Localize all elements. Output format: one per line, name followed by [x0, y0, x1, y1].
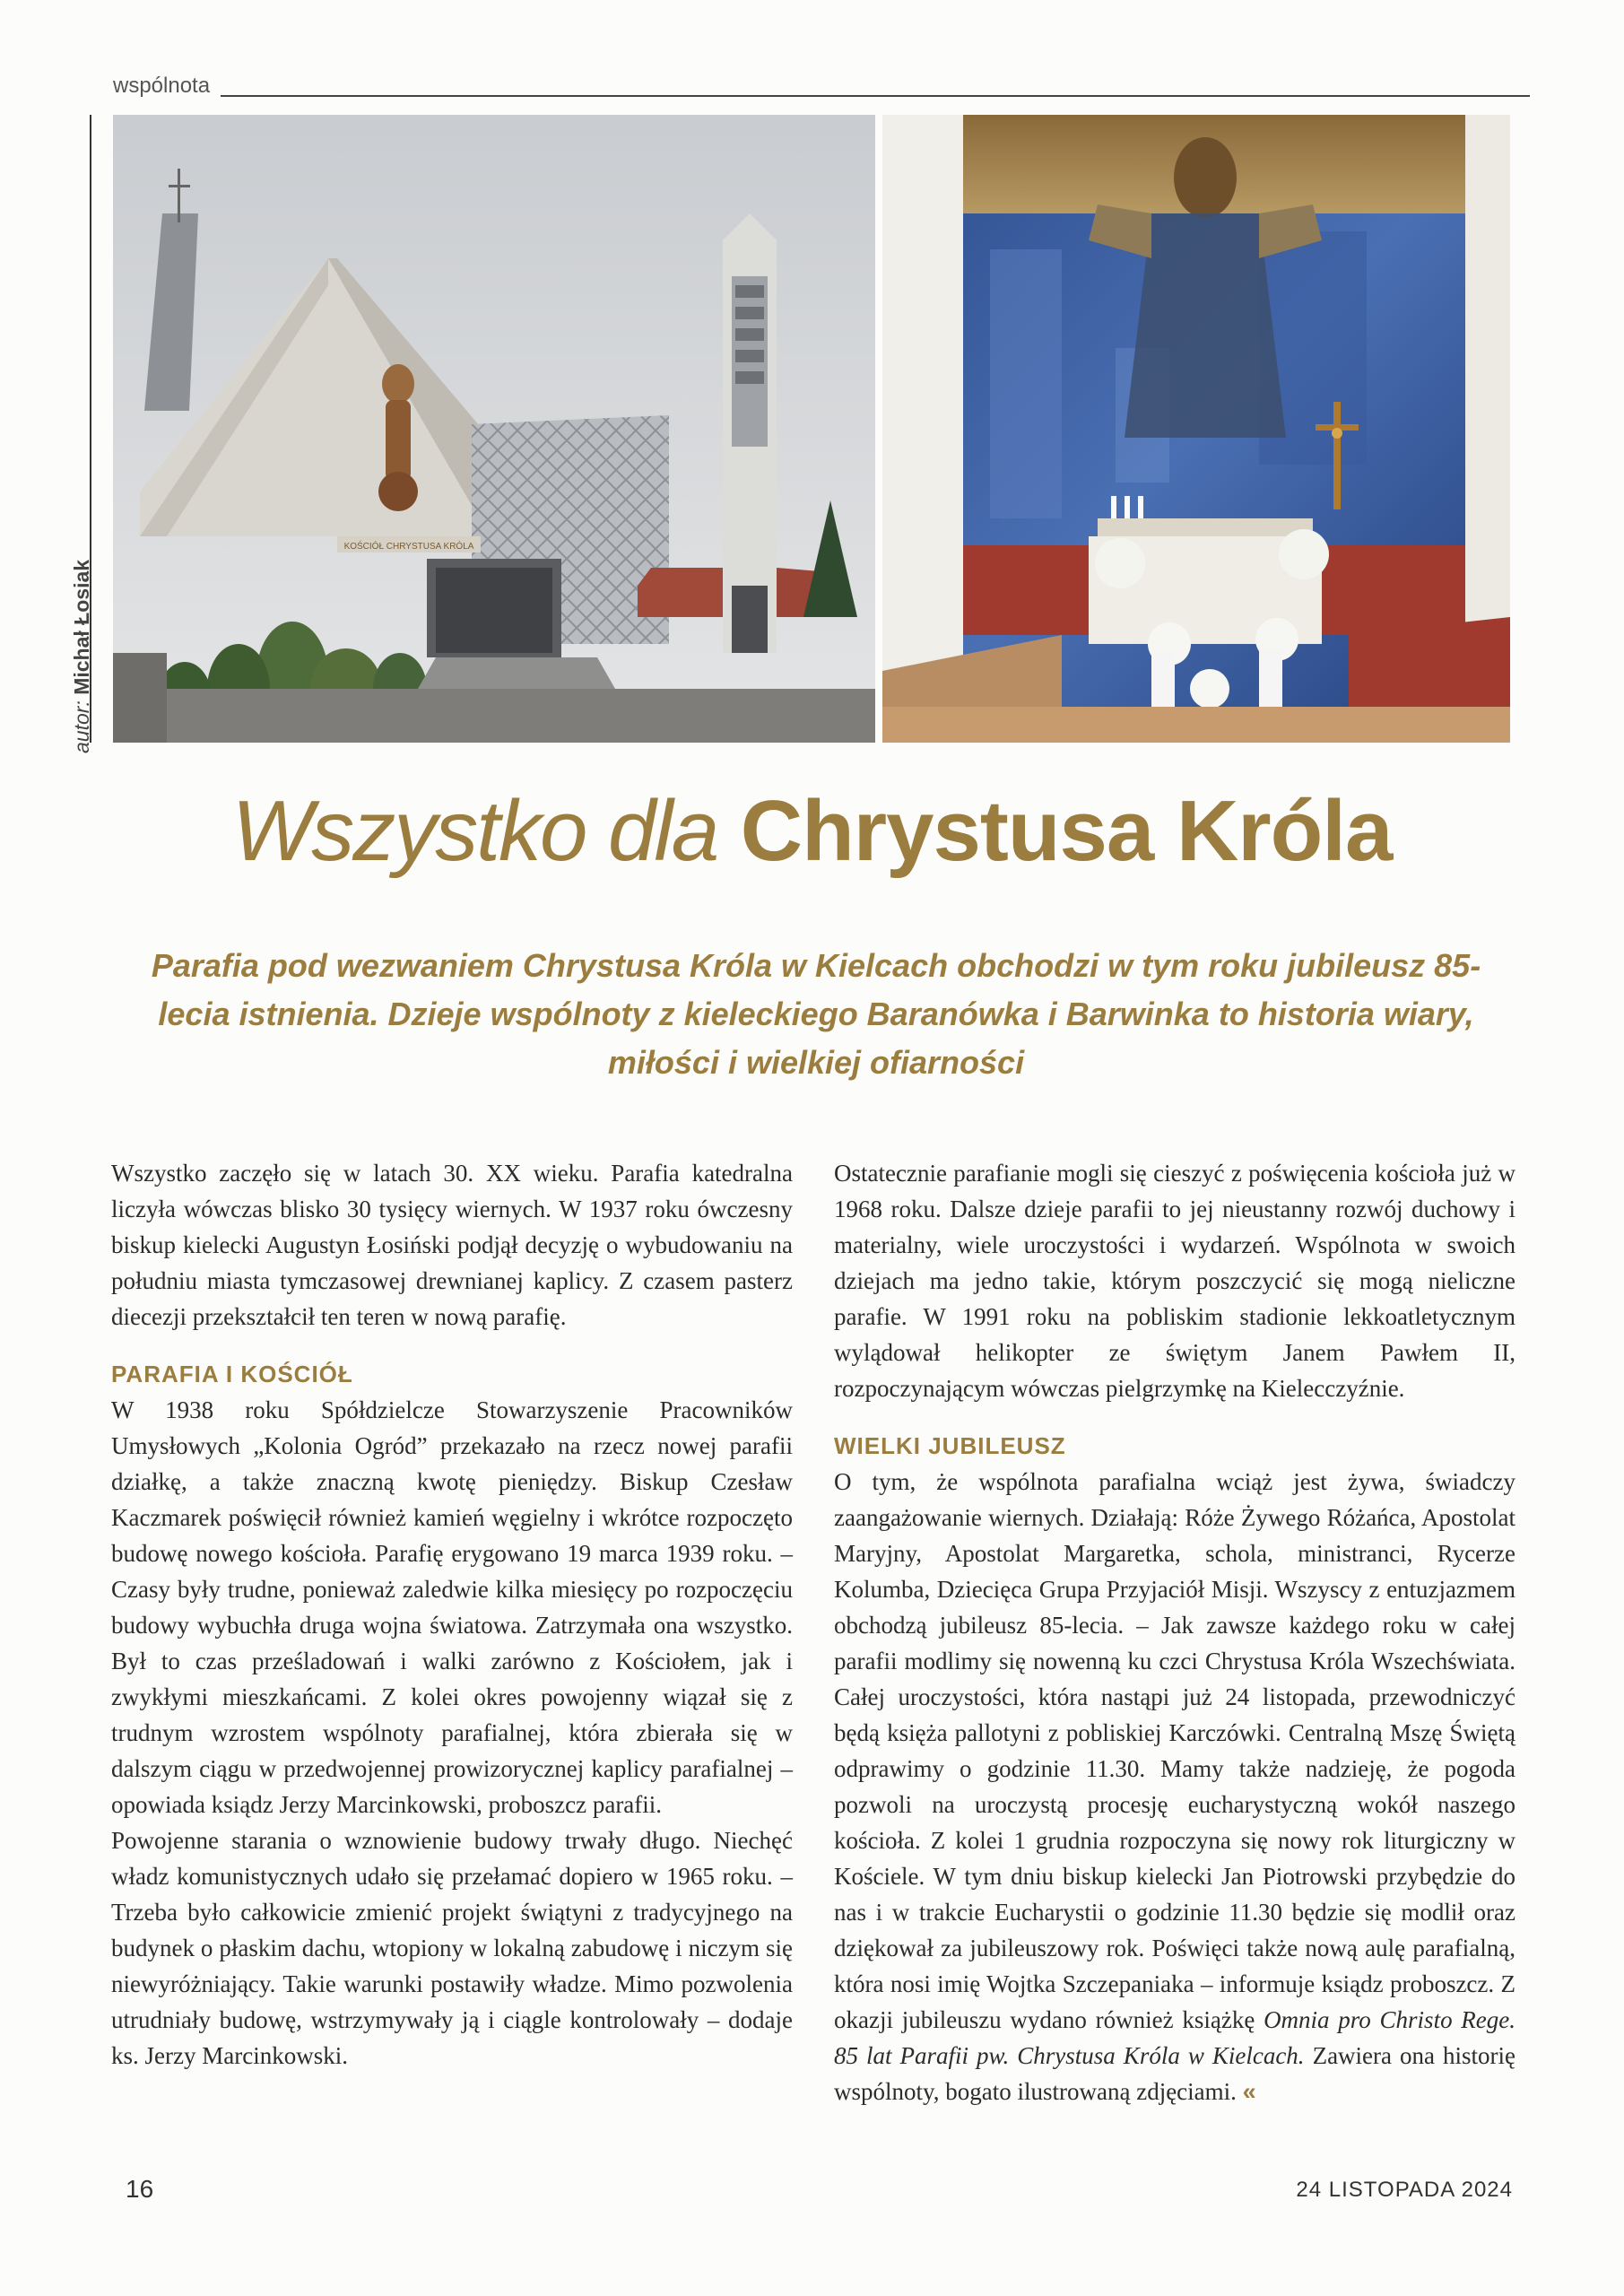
- church-sign: KOŚCIÓŁ CHRYSTUSA KRÓLA: [343, 542, 474, 552]
- church-interior-photo: [882, 115, 1510, 743]
- article-title: [0, 782, 1624, 881]
- church-exterior-illustration: [113, 115, 875, 743]
- church-exterior-photo: [113, 115, 875, 743]
- page-number: 16: [126, 2175, 154, 2203]
- jubilee-text: O tym, że wspólnota parafialna wciąż jest żywa, świadczy zaangażowanie wiernych. Działają: Róże Żywego Różańca, Apostolat Maryjny, Apostolat Margaretka, schola, ministranci, Rycerze Kolumba, Dziecięca Grupa Przyjaciół Misji. Wszyscy z entuzjazmem obchodzą jubileusz 85-lecia. – Jak zawsze każdego roku w całej parafii modlimy się nowenną ku czci Chrystusa Króla Wszechświata. Całej uroczystości, która nastąpi już 24 listopada, przewodniczyć będą księża pallotyni z pobliskiej Karczówki. Centralną Mszę Świętą odprawimy o godzinie 11.30. Mamy także nadzieję, że pogoda pozwoli na uroczystą procesję eucharystyczną wokół naszego kościoła. Z kolei 1 grudnia rozpoczyna się nowy rok liturgiczny w Kościele. W tym dniu biskup kielecki Jan Piotrowski przybędzie do nas i w trakcie Eucharystii o godzinie 11.30 będzie się modlił oraz dziękował za jubileuszowy rok. Poświęci także nową aulę parafialną, która nosi imię Wojtka Szczepaniaka – informuje ksiądz proboszcz. Z okazji jubileuszu wydano również książkę: [834, 1468, 1515, 2033]
- book-title: Omnia pro Christo Rege. 85 lat Parafii pw. Chrystusa Króla w Kielcach.: [834, 2006, 1516, 2069]
- section-rule: [221, 95, 1530, 97]
- church-interior-illustration: [882, 115, 1510, 743]
- intro-paragraph: Wszystko zaczęło się w latach 30. XX wieku. Parafia katedralna liczyła wówczas blisko 30 tysięcy wiernych. W 1937 roku ówczesny biskup kielecki Augustyn Łosiński podjął decyzję o wybudowaniu na południu miasta tymczasowej drewnianej kaplicy. Z czasem pasterz diecezji przekształcił ten teren w nową parafię.: [111, 1160, 793, 1330]
- column-right: [834, 1155, 1515, 2109]
- paragraph-parish-1: W 1938 roku Spółdzielcze Stowarzyszenie Pracowników Umysłowych „Kolonia Ogród” przekazało na rzecz nowej parafii działkę, a także znaczną kwotę pieniędzy. Biskup Czesław Kaczmarek poświęcił również kamień węgielny i wkrótce rozpoczęto budowę nowego kościoła. Parafię erygowano 19 marca 1939 roku. – Czasy były trudne, ponieważ zaledwie kilka miesięcy po rozpoczęciu budowy wybuchła druga wojna światowa. Zatrzymała ona wszystko. Był to czas prześladowań i walki zarówno z Kościołem, jak i zwykłymi mieszkańcami. Z kolei okres powojenny wiązał się z trudnym wzrostem wspólnoty parafialnej, która zbierała się w dalszym ciągu w przedwojennej prowizorycznej kaplicy parafialnej – opowiada ksiądz Jerzy Marcinkowski, proboszcz parafii.: [111, 1396, 793, 1818]
- section-label: wspólnota: [113, 74, 211, 98]
- article-lead: Parafia pod wezwaniem Chrystusa Króla w Kielcach obchodzi w tym roku jubileusz 85-lecia istnienia. Dzieje wspólnoty z kieleckiego Baranówka i Barwinka to historia wiary, miłości i wielkiej ofiarności: [151, 947, 1481, 1081]
- section-heading-parish: PARAFIA I KOŚCIÓŁ: [111, 1361, 353, 1387]
- title-bold: Chrystusa Króla: [740, 783, 1393, 879]
- jubilee-end: Zawiera ona historię wspólnoty, bogato ilustrowaną zdjęciami.: [834, 2042, 1515, 2105]
- issue-date: 24 LISTOPADA 2024: [1296, 2178, 1513, 2202]
- column-left: [111, 1155, 793, 2074]
- end-mark-icon: «: [1242, 2078, 1256, 2105]
- author-name: Michał Łosiak: [70, 559, 93, 695]
- author-credit: [70, 560, 94, 753]
- author-prefix: autor:: [70, 700, 93, 753]
- paragraph-consecration: Ostatecznie parafianie mogli się cieszyć z poświęcenia kościoła już w 1968 roku. Dalsze dzieje parafii to jej nieustanny rozwój duchowy i materialny, wiele uroczystości i wydarzeń. Wspólnota w swoich dziejach ma jedno takie, którym poszczycić się mogą nieliczne parafie. W 1991 roku na pobliskim stadionie lekkoatletycznym wylądował helikopter ze świętym Janem Pawłem II, rozpoczynającym wówczas pielgrzymkę na Kielecczyźnie.: [834, 1160, 1515, 1402]
- paragraph-jubilee: [834, 1464, 1515, 2109]
- section-heading-jubilee: WIELKI JUBILEUSZ: [834, 1432, 1066, 1459]
- title-light: Wszystko dla: [231, 783, 718, 879]
- paragraph-parish-2: Powojenne starania o wznowienie budowy trwały długo. Niechęć władz komunistycznych udało się przełamać dopiero w 1965 roku. – Trzeba było całkowicie zmienić projekt świątyni z tradycyjnego na budynek o płaskim dachu, wtopiony w lokalną zabudowę i niczym się niewyróżniający. Takie warunki postawiły władze. Mimo pozwolenia utrudniały budowę, wstrzymywały ją i ciągle kontrolowały – dodaje ks. Jerzy Marcinkowski.: [111, 1827, 793, 2069]
